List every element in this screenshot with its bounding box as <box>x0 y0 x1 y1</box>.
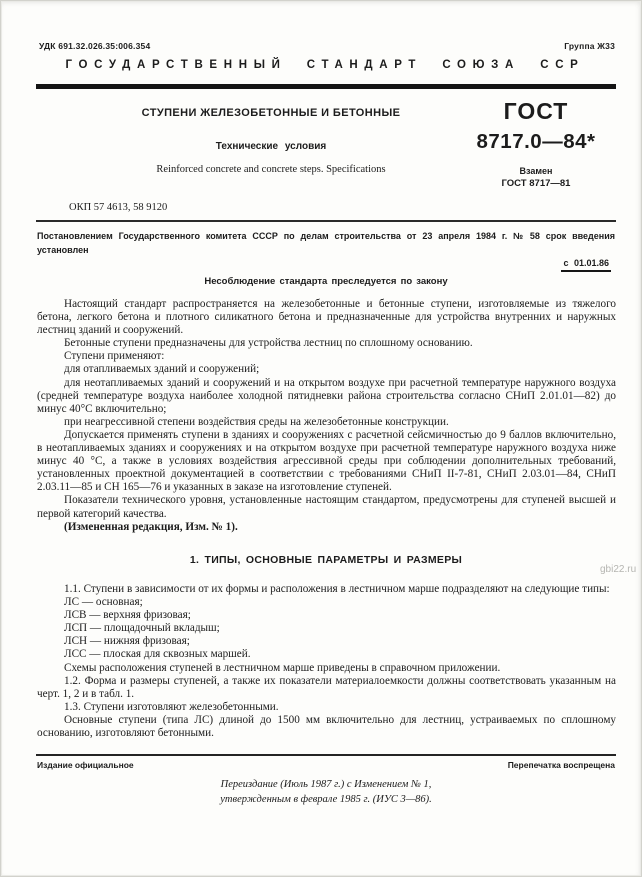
document-title-english: Reinforced concrete and concrete steps. Specifications <box>156 164 386 175</box>
paragraph: для неотапливаемых зданий и сооружений и на открытом воздухе при расчетной температуре наружного воздуха (средней температуре воздуха наиболее холодной пятидневки района строительства согласно СНиП 2.01.01—82) до минус 40°С включительно; <box>37 376 616 415</box>
header-rule <box>36 84 616 89</box>
divider-rule <box>36 220 616 222</box>
paragraph: ЛС — основная; <box>64 596 143 609</box>
udk-code: УДК 691.32.026.35:006.354 <box>39 41 151 51</box>
gost-label: ГОСТ <box>503 98 569 124</box>
gost-designation-block <box>446 98 626 189</box>
paragraph: Бетонные ступени предназначены для устройства лестниц по сплошному основанию. <box>64 337 473 350</box>
reprint-note <box>37 778 615 807</box>
replaces-label: Взамен <box>519 166 553 176</box>
paragraph: 1.3. Ступени изготовляют железобетонными. <box>64 700 279 713</box>
top-reference-row <box>39 41 615 51</box>
reprint-forbidden-label: Перепечатка воспрещена <box>507 760 615 770</box>
paragraph: ЛСП — площадочный вкладыш; <box>64 622 220 635</box>
reprint-note-line2: утвержденным в феврале 1985 г. (ИУС 3—86). <box>220 793 432 805</box>
group-code: Группа Ж33 <box>564 41 615 51</box>
paragraph: Схемы расположения ступеней в лестничном марше приведены в справочном приложении. <box>64 661 501 674</box>
paragraph: для отапливаемых зданий и сооружений; <box>64 363 260 376</box>
state-standard-header: ГОСУДАРСТВЕННЫЙ СТАНДАРТ СОЮЗА ССР <box>65 59 585 71</box>
intro-paragraphs <box>37 298 616 534</box>
footer-row <box>37 760 615 770</box>
paragraph: Основные ступени (типа ЛС) длиной до 1500 мм включительно для лестниц, устраиваемых по сплошному основанию, изготовляют бетонными. <box>37 713 616 740</box>
gost-number: 8717.0—84* <box>476 130 596 153</box>
paragraph: 1.2. Форма и размеры ступеней, а также их показатели материалоемкости должны соответствовать указанным на черт. 1, 2 и в табл. 1. <box>37 674 616 700</box>
paragraph: (Измененная редакция, Изм. № 1). <box>64 520 238 533</box>
footer-rule <box>36 754 616 756</box>
paragraph: ЛСН — нижняя фризовая; <box>64 635 190 648</box>
paragraph: 1.1. Ступени в зависимости от их формы и расположения в лестничном марше подразделяют на следующие типы: <box>64 583 610 595</box>
replaces-number: ГОСТ 8717—81 <box>501 178 571 189</box>
paragraph: Ступени применяют: <box>64 350 165 363</box>
reprint-note-line1: Переиздание (Июль 1987 г.) с Изменением № 1, <box>220 779 432 790</box>
law-notice: Несоблюдение стандарта преследуется по закону <box>204 276 448 287</box>
effective-date: с 01.01.86 <box>561 258 611 272</box>
paragraph: ЛСС — плоская для сквозных маршей. <box>64 648 251 661</box>
scan-watermark: gbi22.ru <box>600 564 637 575</box>
section-1-heading: 1. ТИПЫ, ОСНОВНЫЕ ПАРАМЕТРЫ И РАЗМЕРЫ <box>189 554 463 566</box>
okp-codes: ОКП 57 4613, 58 9120 <box>69 202 168 213</box>
decree-paragraph: Постановлением Государственного комитета СССР по делам строительства от 23 апреля 1984 г. № 58 срок введения установлен <box>37 231 615 255</box>
document-title: СТУПЕНИ ЖЕЛЕЗОБЕТОННЫЕ И БЕТОННЫЕ <box>141 107 401 119</box>
section-1-paragraphs <box>37 583 616 740</box>
document-subtitle: Технические условия <box>215 141 327 152</box>
paragraph: Допускается применять ступени в зданиях и сооружениях с расчетной сейсмичностью до 9 баллов включительно, в неотапливаемых зданиях и сооружениях и на открытом воздухе при расчетной температуре наружного воздуха ниже минус 40 °С, а также в условиях воздействия агрессивной среды при соблюдении дополнительных требований, установленных проектной документацией в соответствии с требованиями СНиП II-7-81, СНиП 2.03.01—84, СНиП 2.03.11—85 и СН 165—76 и указанных в заказе на изготовление ступеней. <box>37 428 616 494</box>
paragraph: Показатели технического уровня, установленные настоящим стандартом, предусмотрены для ступеней высшей и первой категорий качества. <box>37 494 616 520</box>
paragraph: ЛСВ — верхняя фризовая; <box>64 609 191 622</box>
title-block <box>71 107 471 175</box>
paragraph: Настоящий стандарт распространяется на железобетонные и бетонные ступени, изготовляемые из тяжелого бетона, легкого бетона и плотного силикатного бетона и предназначенные для устройства внутренних и наружных лестниц зданий и сооружений. <box>37 298 616 337</box>
paragraph: при неагрессивной степени воздействия среды на железобетонные конструкции. <box>64 415 449 428</box>
official-edition-label: Издание официальное <box>37 760 134 770</box>
